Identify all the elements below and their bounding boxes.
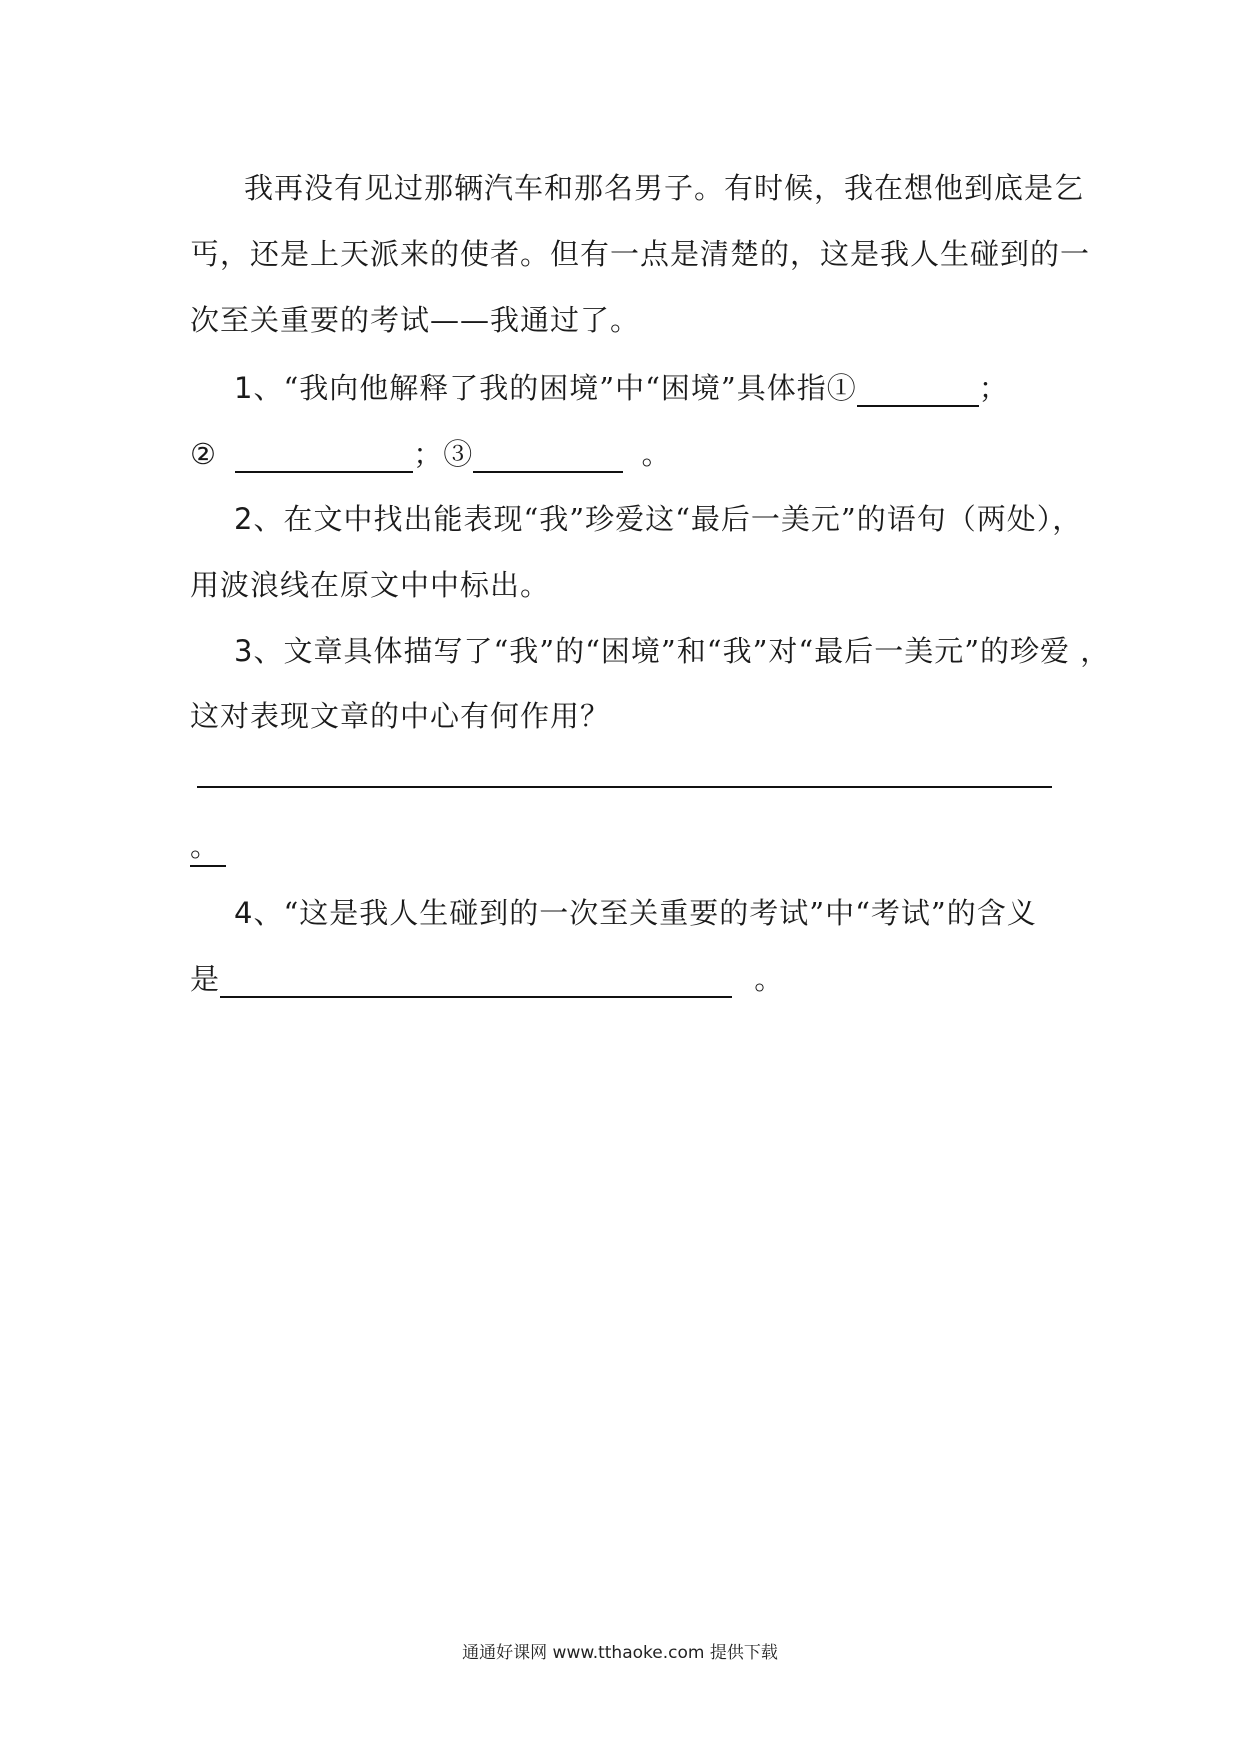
question-3-number: 3 bbox=[234, 634, 254, 668]
question-1-number: 1 bbox=[234, 371, 254, 405]
answer-blank-1[interactable] bbox=[857, 375, 979, 407]
question-4-line-2 bbox=[190, 957, 784, 998]
passage-line-2: 丐，还是上天派来的使者。但有一点是清楚的，这是我人生碰到的一 bbox=[190, 237, 1091, 271]
question-3-line-1: 、文章具体描写了“我”的“困境”和“我”对“最后一美元”的珍爱 ， bbox=[253, 634, 1111, 668]
question-4-end: 。 bbox=[754, 962, 785, 996]
question-1-marker-2: ② bbox=[190, 437, 217, 471]
answer-blank-2[interactable] bbox=[235, 441, 413, 473]
question-1 bbox=[234, 366, 1009, 407]
answer-blank-3[interactable] bbox=[473, 441, 623, 473]
question-4-number: 4 bbox=[234, 896, 254, 930]
question-2-line-1: 、在文中找出能表现“我”珍爱这“最后一美元”的语句（两处）， bbox=[253, 502, 1083, 536]
answer-line-3-period: 。 bbox=[190, 824, 226, 867]
answer-blank-4[interactable] bbox=[220, 966, 732, 998]
answer-line-3[interactable] bbox=[197, 786, 1052, 788]
question-4-line-2-start: 是 bbox=[190, 962, 221, 996]
question-2-number: 2 bbox=[234, 502, 254, 536]
question-1-separator: ； bbox=[978, 371, 1009, 405]
question-2-line-2: 用波浪线在原文中中标出。 bbox=[190, 568, 551, 602]
question-1-end: 。 bbox=[641, 437, 672, 471]
question-3-line-2: 这对表现文章的中心有何作用？ bbox=[190, 699, 611, 733]
answer-line-3-end bbox=[190, 824, 226, 867]
question-1-text: 、“我向他解释了我的困境”中“困境”具体指① bbox=[253, 371, 857, 405]
passage-line-3: 次至关重要的考试——我通过了。 bbox=[190, 303, 641, 337]
passage-line-1: 我再没有见过那辆汽车和那名男子。有时候，我在想他到底是乞 bbox=[244, 171, 1085, 205]
question-3 bbox=[234, 629, 1110, 670]
question-2 bbox=[234, 497, 1082, 538]
question-1-marker-3: ；③ bbox=[413, 437, 474, 471]
page-footer: 通通好课网 www.tthaoke.com 提供下载 bbox=[462, 1643, 778, 1663]
question-4 bbox=[234, 891, 1037, 932]
question-4-line-1: 、“这是我人生碰到的一次至关重要的考试”中“考试”的含义 bbox=[253, 896, 1037, 930]
question-1-continued bbox=[190, 432, 671, 473]
